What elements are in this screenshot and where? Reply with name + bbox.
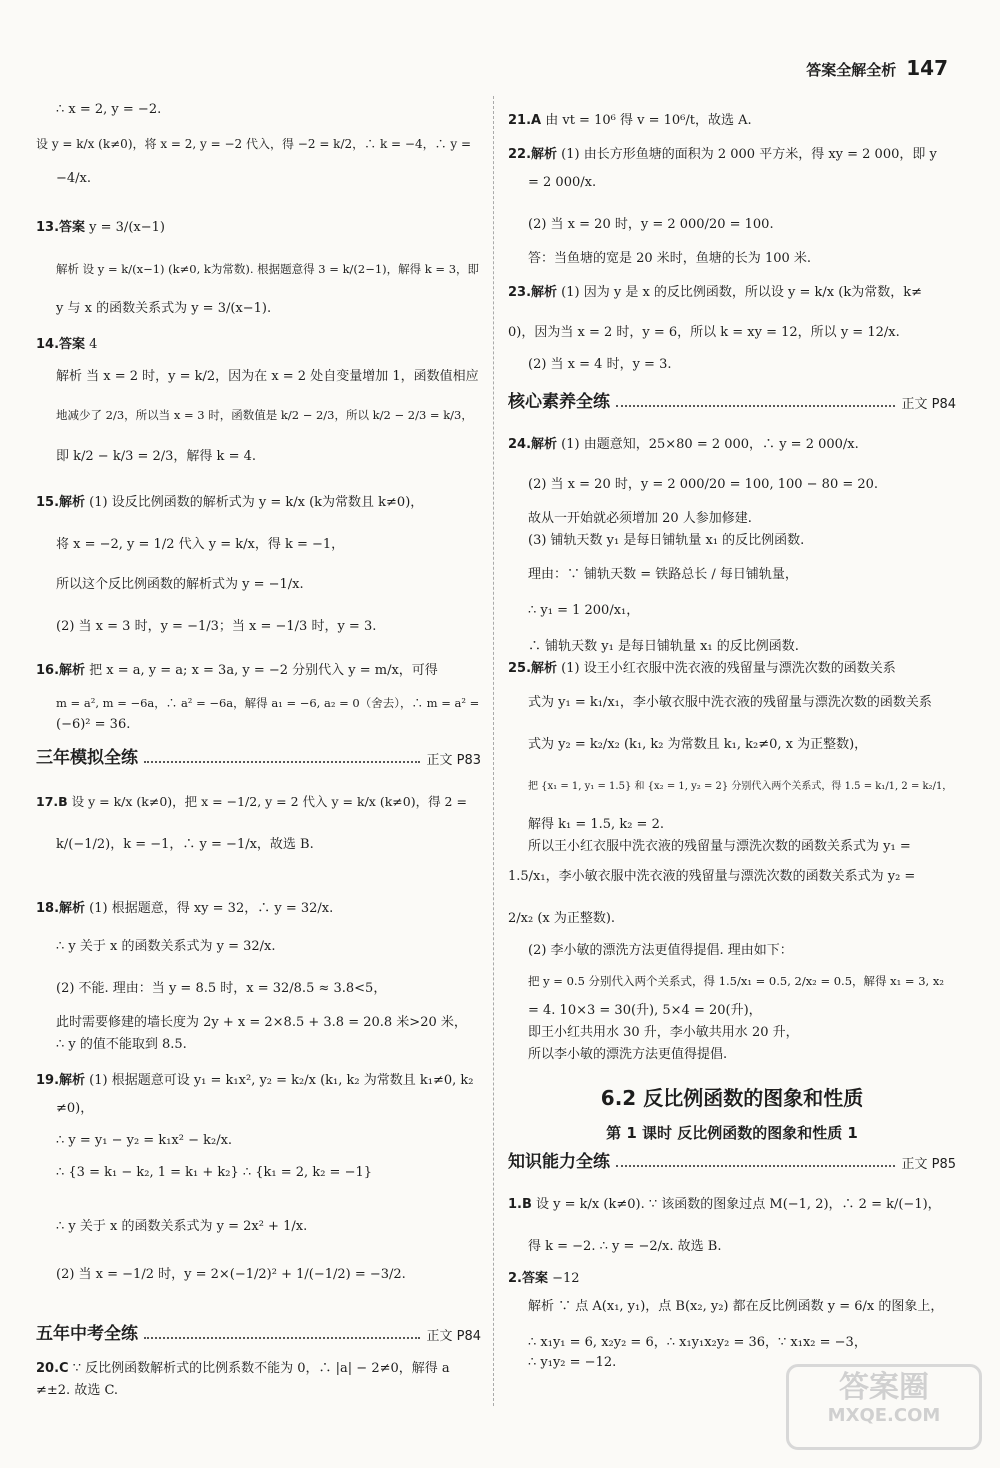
section-title: 五年中考全练 (36, 1324, 138, 1344)
text-line: (2) 当 x = 3 时，y = −1/3；当 x = −1/3 时，y = 3. (56, 619, 377, 634)
text-line: 解析 设 y = k/(x−1) (k≠0, k为常数). 根据题意得 3 = k/(2−1)，解得 k = 3，即 (56, 262, 480, 276)
watermark-text: 答案圈 (839, 1370, 929, 1405)
text-line: 14.答案 4 (36, 337, 98, 352)
header-title: 答案全解全析 (806, 61, 897, 79)
text-line: 24.解析 (1) 由题意知，25×80 = 2 000，∴ y = 2 000/x. (508, 437, 859, 452)
text-line: ∴ x₁y₁ = 6, x₂y₂ = 6，∴ x₁y₁x₂y₂ = 36，∵ x₁x₂ = −3， (528, 1335, 867, 1350)
text-line: 13.答案 y = 3/(x−1) (36, 220, 165, 235)
text-line: ∴ x = 2, y = −2. (56, 102, 162, 117)
text-line: 设 y = k/x (k≠0)，将 x = 2, y = −2 代入，得 −2 = k/2，∴ k = −4，∴ y = (36, 137, 472, 151)
section-page-ref: 正文 P83 (426, 753, 481, 768)
text-line: −4/x. (56, 171, 92, 186)
text-line: 21.A 由 vt = 10⁶ 得 v = 10⁶/t，故选 A. (508, 113, 752, 128)
dotted-leader (616, 1165, 895, 1167)
section-page-ref: 正文 P84 (426, 1329, 481, 1344)
text-line: m = a², m = −6a，∴ a² = −6a，解得 a₁ = −6, a₂ = 0（舍去），∴ m = a² = (56, 696, 480, 710)
text-line: k/(−1/2)，k = −1，∴ y = −1/x，故选 B. (56, 837, 314, 852)
text-line: ∴ y 的值不能取到 8.5. (56, 1037, 187, 1052)
text-line: 16.解析 把 x = a, y = a; x = 3a, y = −2 分别代入 y = m/x，可得 (36, 663, 438, 678)
text-line: ≠±2. 故选 C. (36, 1383, 119, 1398)
text-line: 解得 k₁ = 1.5, k₂ = 2. (528, 817, 664, 832)
text-line: 把 y = 0.5 分别代入两个关系式，得 1.5/x₁ = 0.5, 2/x₂ = 0.5，解得 x₁ = 3, x₂ (528, 974, 944, 988)
text-line: 2.答案 −12 (508, 1271, 580, 1286)
text-line: (2) 李小敏的漂洗方法更值得提倡. 理由如下： (528, 943, 793, 958)
section-title: 三年模拟全练 (36, 748, 138, 768)
text-line: 解析 当 x = 2 时，y = k/2，因为在 x = 2 处自变量增加 1，函数值相应 (56, 369, 479, 384)
text-line: 式为 y₂ = k₂/x₂ (k₁, k₂ 为常数且 k₁, k₂≠0, x 为正整数)， (528, 737, 868, 752)
text-line: 1.5/x₁，李小敏衣服中洗衣液的残留量与漂洗次数的函数关系式为 y₂ = (508, 869, 916, 884)
text-line: 把 {x₁ = 1, y₁ = 1.5} 和 {x₂ = 1, y₂ = 2} 分别代入两个关系式，得 1.5 = k₁/1, 2 = k₂/1， (528, 781, 953, 792)
text-line: 所以这个反比例函数的解析式为 y = −1/x. (56, 577, 304, 592)
text-line: 式为 y₁ = k₁/x₁，李小敏衣服中洗衣液的残留量与漂洗次数的函数关系 (528, 695, 932, 710)
text-line: 所以王小红衣服中洗衣液的残留量与漂洗次数的函数关系式为 y₁ = (528, 839, 911, 854)
watermark-logo (786, 1364, 982, 1450)
text-line: 理由：∵ 铺轨天数 = 铁路总长 / 每日铺轨量， (528, 567, 798, 582)
text-line: 25.解析 (1) 设王小红衣服中洗衣液的残留量与漂洗次数的函数关系 (508, 661, 896, 676)
text-line: y 与 x 的函数关系式为 y = 3/(x−1). (56, 301, 272, 316)
dotted-leader (616, 405, 895, 407)
text-line: ∴ y 关于 x 的函数关系式为 y = 2x² + 1/x. (56, 1219, 308, 1234)
text-line: 22.解析 (1) 由长方形鱼塘的面积为 2 000 平方米，得 xy = 2 000，即 y (508, 147, 937, 162)
text-line: ∴ y 关于 x 的函数关系式为 y = 32/x. (56, 939, 276, 954)
page-number: 147 (906, 56, 948, 80)
section-sannian (36, 750, 481, 767)
text-line: 2/x₂ (x 为正整数). (508, 911, 616, 926)
text-line: 将 x = −2, y = 1/2 代入 y = k/x，得 k = −1， (56, 537, 345, 552)
text-line: 18.解析 (1) 根据题意，得 xy = 32，∴ y = 32/x. (36, 901, 334, 916)
section-title: 知识能力全练 (508, 1152, 610, 1172)
text-line: 解析 ∵ 点 A(x₁, y₁)，点 B(x₂, y₂) 都在反比例函数 y = 6/x 的图象上， (528, 1299, 944, 1314)
text-line: = 4. 10×3 = 30(升), 5×4 = 20(升)， (528, 1003, 762, 1018)
text-line: 15.解析 (1) 设反比例函数的解析式为 y = k/x (k为常数且 k≠0)， (36, 495, 424, 510)
chapter-title: 6.2 反比例函数的图象和性质 (600, 1086, 864, 1110)
text-line: 17.B 设 y = k/x (k≠0)，把 x = −1/2, y = 2 代入 y = k/x (k≠0)，得 2 = (36, 794, 467, 809)
text-line: 地减少了 2/3，所以当 x = 3 时，函数值是 k/2 − 2/3，所以 k/2 − 2/3 = k/3， (56, 408, 473, 422)
section-wunian (36, 1326, 481, 1343)
text-line: 答：当鱼塘的宽是 20 米时，鱼塘的长为 100 米. (528, 251, 812, 266)
page-header (806, 58, 948, 78)
section-page-ref: 正文 P85 (901, 1157, 956, 1172)
text-line: 1.B 设 y = k/x (k≠0). ∵ 该函数的图象过点 M(−1, 2)，∴ 2 = k/(−1)， (508, 1197, 941, 1212)
column-divider (493, 96, 494, 1406)
text-line: 即 k/2 − k/3 = 2/3，解得 k = 4. (56, 449, 256, 464)
text-line: ∴ 铺轨天数 y₁ 是每日铺轨量 x₁ 的反比例函数. (528, 639, 799, 654)
text-line: (3) 铺轨天数 y₁ 是每日铺轨量 x₁ 的反比例函数. (528, 533, 805, 548)
section-title: 核心素养全练 (508, 392, 610, 412)
text-line: = 2 000/x. (528, 175, 597, 190)
section-page-ref: 正文 P84 (901, 397, 956, 412)
text-line: 所以李小敏的漂洗方法更值得提倡. (528, 1047, 728, 1062)
text-line: (2) 当 x = 20 时，y = 2 000/20 = 100, 100 − 80 = 20. (528, 477, 879, 492)
text-line: ∴ y₁y₂ = −12. (528, 1355, 617, 1370)
text-line: 19.解析 (1) 根据题意可设 y₁ = k₁x², y₂ = k₂/x (k₁, k₂ 为常数且 k₁≠0, k₂ (36, 1073, 474, 1088)
watermark-url: MXQE.COM (827, 1405, 941, 1426)
text-line: ∴ y₁ = 1 200/x₁， (528, 603, 640, 618)
dotted-leader (144, 761, 420, 763)
text-line: 0)，因为当 x = 2 时，y = 6，所以 k = xy = 12，所以 y = 12/x. (508, 325, 900, 340)
text-line: 即王小红共用水 30 升，李小敏共用水 20 升， (528, 1025, 799, 1040)
text-line: (2) 当 x = 4 时，y = 3. (528, 357, 672, 372)
text-line: 23.解析 (1) 因为 y 是 x 的反比例函数，所以设 y = k/x (k为常数，k≠ (508, 285, 922, 300)
text-line: (2) 当 x = 20 时，y = 2 000/20 = 100. (528, 217, 774, 232)
lesson-title: 第 1 课时 反比例函数的图象和性质 1 (606, 1124, 858, 1142)
text-line: ≠0)， (56, 1101, 94, 1116)
text-line: (−6)² = 36. (56, 717, 131, 732)
text-line: ∴ {3 = k₁ − k₂, 1 = k₁ + k₂} ∴ {k₁ = 2, k₂ = −1} (56, 1165, 373, 1180)
dotted-leader (144, 1337, 420, 1339)
text-line: 故从一开始就必须增加 20 人参加修建. (528, 511, 752, 526)
text-line: 得 k = −2. ∴ y = −2/x. 故选 B. (528, 1239, 722, 1254)
section-hexin (508, 394, 956, 411)
text-line: 此时需要修建的墙长度为 2y + x = 2×8.5 + 3.8 = 20.8 米>20 米， (56, 1015, 467, 1030)
section-zhishi (508, 1154, 956, 1171)
text-line: ∴ y = y₁ − y₂ = k₁x² − k₂/x. (56, 1133, 233, 1148)
text-line: (2) 不能. 理由：当 y = 8.5 时，x = 32/8.5 ≈ 3.8<5， (56, 981, 387, 996)
text-line: 20.C ∵ 反比例函数解析式的比例系数不能为 0，∴ |a| − 2≠0，解得 a (36, 1361, 450, 1376)
text-line: (2) 当 x = −1/2 时，y = 2×(−1/2)² + 1/(−1/2) = −3/2. (56, 1267, 406, 1282)
